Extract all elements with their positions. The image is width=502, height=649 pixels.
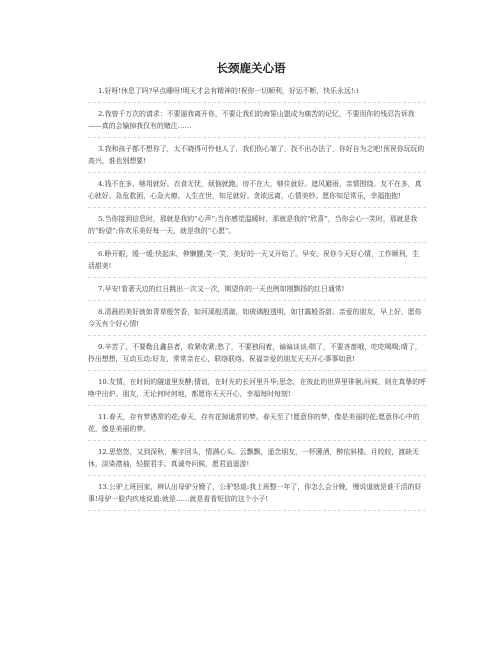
paragraph: 4.钱不在多，够用就好。衣食无忧，烦恼就跑。房不在大，够住就好。遮风避雨，亲情围绕。友不在多，真心就好。急危救困，心急火燎。人生在世，知足就好。贪欲远离，心情美妙。愿你知足常乐，幸福抱抱! <box>88 173 426 208</box>
paragraph-list <box>88 80 426 511</box>
paragraph: 10.友情，在时间的隧道里发酵;情谊，在时光的长河里升华;思念，在彼此的世界里徘徊;问候，则在真挚的呼唤中出炉。朋友，无论何时何地，都愿你天天开心，幸福每时每刻! <box>88 371 426 406</box>
paragraph: 12.思悠悠，又到深秋，雁字回头，情满心头。云飘飘，遥念朋友，一杯薄酒，醉依斜楼。月皎皎，渡缺无休，淡染襟袖，轻握君手。真诚夸问候，愿君逍遥游! <box>88 441 426 476</box>
document-title: 长颈鹿关心语 <box>216 61 286 75</box>
paragraph: 7.早安!看著天边的红日跳出一次又一次，期望你的一天也例如刚飘扬的红日通常! <box>88 278 426 301</box>
paragraph: 9.辛苦了，不要勒且鑫县者，收紧收紧;愁了，不要独闷着，谝谝谈谈;喘了，不要吝啬哦，吃吃喝喝;晴了，拎出想想，互动互动;好友，常常亲在心，联络联络。祝福亲爱的朋友天天开心事事如意! <box>88 336 426 371</box>
paragraph: 5.当你接到信息时，那就是我的“心声”;当你感觉温暖时，那就是我的“欣喜”，当你会心一笑时，那就是我的“盼望”;你欢乐美好每一天，就是我的“心愿”。 <box>88 208 426 243</box>
paragraph: 8.清晨的美好就如青草般芳香，如河溪般清澈，如玻璃般透明，如甘露般香甜。亲爱的朋友，早上好，愿你今天有个好心情! <box>88 301 426 336</box>
paragraph: 3.我和孩子都不想你了，太不晓得可怜他人了，我们伤心皱了，找不出办法了，你好自为之吧!预祝你玩玩的高兴，谁也别想要! <box>88 138 426 173</box>
paragraph: 11.春天，存有梦遇常的花;春天，存有花掉通常的梦。春天至了!愿意你的梦，像是美丽的花;愿意你心中的花，像是美丽的梦。 <box>88 406 426 441</box>
paragraph: 6.睁开眼，缓一缓;快起床，伸懒腰;笑一笑，美好的一天又开始了。早安，祝你今天好心情，工作顺利，生活甜美! <box>88 243 426 278</box>
paragraph: 2.我曾千万次的请求：不要逼我离开你，不要让我们的海誓山盟成为痛苦的记忆，不要用你的残忍告诉我——真的会输掉我仅有的赌注…… <box>88 103 426 138</box>
paragraph: 13.公驴上班回家，辨认出母驴分娩了，公驴怒道:我上班整一年了，你怎么会分娩，慢说道就是谁干活的好事!母驴一脸内疚地说道:就是……就是看看短信的这个小子! <box>88 476 426 511</box>
paragraph: 1.好呀!休息了吗?早点睡呀!明天才会有精神的!祝你一切顺利，好运不断，快乐永远!:) <box>88 80 426 103</box>
